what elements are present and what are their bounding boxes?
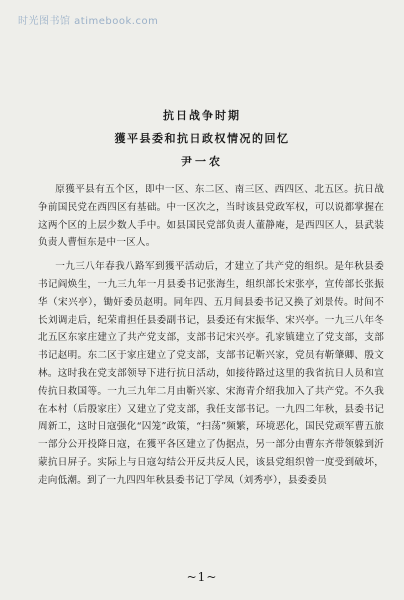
page-number: ~1~ (186, 570, 218, 584)
paragraph-2: 一九三八年春我八路军到獲平活动后，才建立了共产党的组织。是年秋县委书记阎焕生，一九三九年一月县委书记张海生，组织部长宋张亭，宣传部长张振华（宋兴亭），锄奸委员赵明。同年四、五月间县委书记又换了刘景传。时间不长刘调走后，纪荣甫担任县委副书记，县委还有宋振华、宋兴亭。一九三八年冬北五区东家庄建立了共产党支部，支部书记宋兴亭。孔家镇建立了党支部，支部书记赵明。东二区于家庄建立了党支部，支部书记靳兴家，党员有靳肇卿、殷文林。这时我在党支部领导下进行抗日活动，如接待路过这里的我省抗日人员和宣传抗日救国等。一九三九年二月由靳兴家、宋海青介绍我加入了共产党。不久我在本村（后殷家庄）又建立了党支部，我任支部书记。一九四二年秋，县委书记周新工，这时日寇强化“囚笼”政策，“扫荡”频繁，环境恶化，国民党顽军曹五旅一部分公开投降日寇，在獲平各区建立了伪据点，另一部分由曹东齐带领躲到沂蒙抗日屏子。实际上与日寇勾结公开反共反人民，该县党组织曾一度受到破坏，走向低潮。到了一九四四年秋县委书记丁学凤（刘秀亭），县委委员 (38, 261, 384, 486)
author-name: 尹一农 (181, 155, 223, 168)
article-body (38, 181, 384, 490)
watermark: 时光图书馆 atimebook.com (18, 16, 159, 27)
paragraph-1: 原獲平县有五个区，即中一区、东二区、南三区、西四区、北五区。抗日战争前国民党在西四区有基础。中一区次之，当时该县党政军权，可以说都掌握在这两个区的上层少数人手中。如县国民党部负责人董静庵，是西四区人，县武装负责人曹恒东是中一区人。 (38, 184, 384, 249)
series-heading: 抗日战争时期 (163, 109, 241, 122)
article-title: 獲平县委和抗日政权情况的回忆 (114, 132, 290, 145)
article-header (0, 107, 404, 169)
